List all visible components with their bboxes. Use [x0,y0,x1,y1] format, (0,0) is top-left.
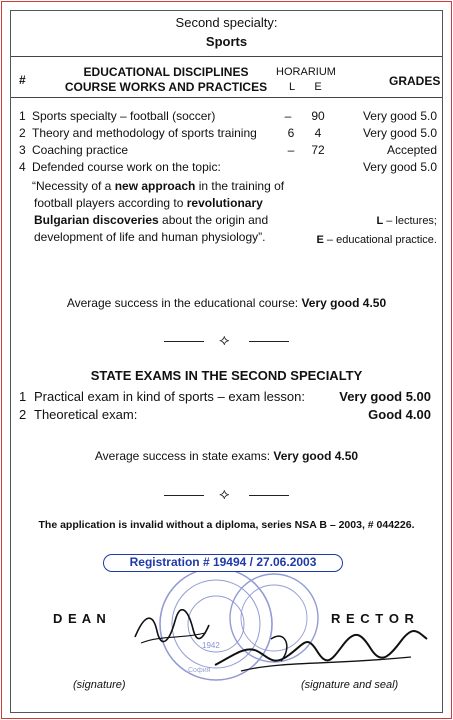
average-value: Very good 4.50 [273,449,359,463]
exam-num: 2 [19,407,27,422]
separator-line [249,495,289,496]
exam-grade: Good 4.00 [368,407,431,422]
row-grade: Very good 5.0 [362,109,437,123]
col-horarium-header: HORARIUM [276,66,336,78]
col-grades-header: GRADES [389,74,441,88]
legend-key: L [376,215,384,227]
exam-name: Practical exam in kind of sports – exam lesson: [34,389,305,404]
row-grade: Very good 5.0 [362,126,437,140]
row-num: 2 [19,126,26,140]
average-state-exams [11,449,442,463]
row-name: Sports specialty – football (soccer) [32,109,216,123]
specialty-name: Sports [205,34,248,49]
average-value: Very good 4.50 [301,296,387,310]
diamond-icon: ⟡ [219,486,230,503]
average-course-success [11,296,442,310]
dean-signature-caption: (signature) [73,679,126,691]
topic-text: about the origin and [158,213,269,227]
document-inner-frame [10,10,443,713]
row-grade: Accepted [386,143,437,157]
legend-text: – educational practice. [323,234,437,246]
row-l: – [284,109,292,123]
legend-lectures [271,215,437,227]
table-header-divider [11,97,442,98]
topic-emphasis: revolutionary [186,196,263,210]
col-l-header: L [288,81,296,93]
row-l: – [287,143,295,157]
topic-text: football players according to [34,196,187,210]
topic-emphasis: Bulgarian discoveries [34,213,159,227]
registration-stamp: Registration # 19494 / 27.06.2003 [103,554,343,572]
invalid-note: The application is invalid without a diploma, series NSA B – 2003, # 044226. [38,519,415,531]
topic-text: in the training of [195,179,285,193]
row-e: 90 [311,109,325,123]
topic-emphasis: new approach [114,179,196,193]
state-exams-title: STATE EXAMS IN THE SECOND SPECIALTY [90,368,363,383]
separator-line [164,495,204,496]
legend-key: E [316,234,324,246]
topic-text: development of life and human physiology”. [34,230,266,244]
col-disciplines-header-1: EDUCATIONAL DISCIPLINES [83,65,249,79]
dean-signature [131,609,211,649]
legend-practice [231,234,437,246]
header-title: Second specialty: [175,15,278,30]
row-num: 4 [19,160,26,174]
header-divider [11,56,442,57]
exam-name: Theoretical exam: [34,407,138,422]
col-num-header: # [19,73,26,87]
average-label: Average success in state exams: [94,449,274,463]
rector-signature-caption: (signature and seal) [301,679,399,691]
row-grade: Very good 5.0 [362,160,437,174]
exam-num: 1 [19,389,27,404]
rector-label: R E C T O R [331,611,415,626]
row-l: 6 [287,126,295,140]
rector-signature [211,621,431,676]
separator-line [164,341,204,342]
topic-text: “Necessity of a [32,179,115,193]
seal-ring-text: София [188,667,211,674]
seal-year: 1942 [202,641,220,650]
col-disciplines-header-2: COURSE WORKS AND PRACTICES [64,80,268,94]
row-name: Theory and methodology of sports training [32,126,257,140]
col-e-header: E [314,81,322,93]
exam-grade: Very good 5.00 [339,389,431,404]
legend-text: – lectures; [383,215,437,227]
dean-label: D E A N [53,611,107,626]
row-num: 1 [19,109,26,123]
row-name: Defended course work on the topic: [32,160,221,174]
diamond-icon: ⟡ [219,332,230,349]
row-e: 4 [314,126,322,140]
row-name: Coaching practice [32,143,129,157]
separator-line [249,341,289,342]
row-e: 72 [311,143,325,157]
average-label: Average success in the educational course: [66,296,302,310]
row-num: 3 [19,143,26,157]
